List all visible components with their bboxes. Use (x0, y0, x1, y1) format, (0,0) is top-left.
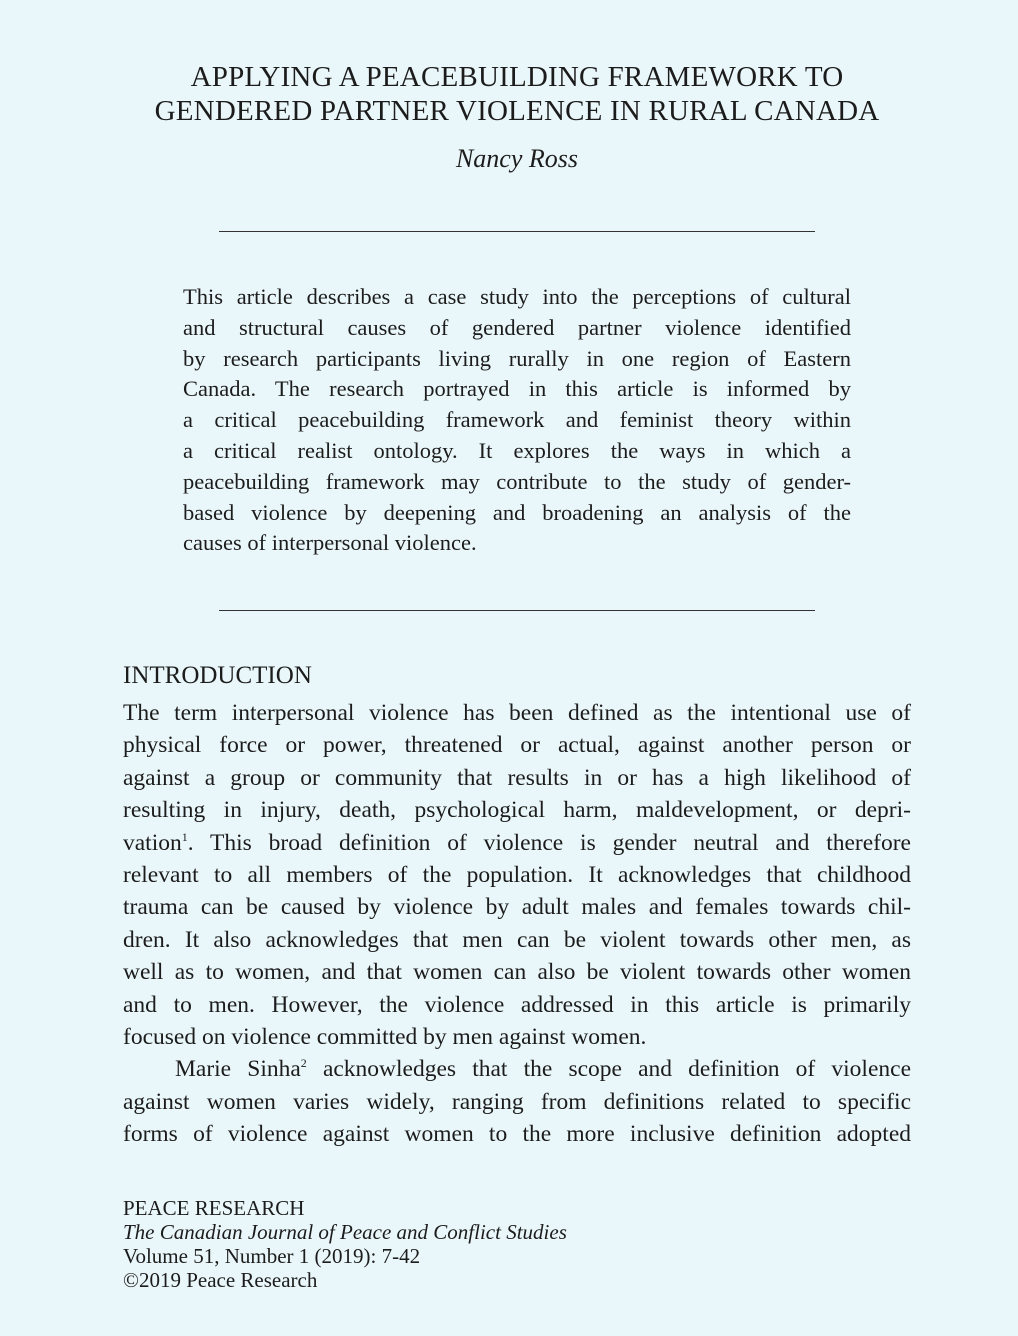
bottom-divider (219, 610, 815, 611)
body-line: physical force or power, threatened or actual, against another person or (123, 732, 911, 759)
body-text-fragment: vation (123, 829, 182, 856)
body-line: relevant to all members of the population. It acknowledges that childhood (123, 862, 911, 889)
abstract (183, 282, 851, 559)
top-divider (219, 231, 815, 232)
body-line: well as to women, and that women can also be violent towards other women (123, 959, 911, 986)
body-line: trauma can be caused by violence by adult males and females towards chil- (123, 894, 911, 921)
body-line (123, 827, 911, 859)
section-heading-introduction: INTRODUCTION (123, 662, 312, 689)
body-line: dren. It also acknowledges that men can be violent towards other men, as (123, 926, 911, 953)
author-name: Nancy Ross (455, 144, 579, 173)
footnote-ref-1[interactable]: 1 (181, 829, 188, 844)
journal-volume: Volume 51, Number 1 (2019): 7-42 (123, 1244, 421, 1268)
journal-subtitle: The Canadian Journal of Peace and Conflict Studies (123, 1220, 567, 1244)
body-line: focused on violence committed by men against women. (123, 1024, 647, 1051)
abstract-line: a critical realist ontology. It explores the ways in which a (183, 437, 851, 463)
abstract-line: based violence by deepening and broadening an analysis of the (183, 499, 851, 525)
body-line: against women varies widely, ranging from definitions related to specific (123, 1088, 911, 1115)
article-title (80, 60, 954, 128)
abstract-line: by research participants living rurally in one region of Eastern (183, 345, 851, 371)
journal-footer (123, 1196, 567, 1292)
body-text-fragment: . This broad definition of violence is gender neutral and therefore (187, 829, 911, 856)
abstract-line: peacebuilding framework may contribute to the study of gender- (183, 468, 851, 494)
introduction-body (123, 697, 911, 1151)
abstract-line: and structural causes of gendered partner violence identified (183, 314, 851, 340)
body-text-fragment: Marie Sinha (175, 1056, 301, 1083)
title-line-2: GENDERED PARTNER VIOLENCE IN RURAL CANADA (154, 95, 880, 127)
journal-copyright: ©2019 Peace Research (123, 1268, 318, 1292)
body-text-fragment: acknowledges that the scope and definition of violence (306, 1056, 911, 1083)
journal-name: PEACE RESEARCH (123, 1196, 305, 1220)
abstract-line: Canada. The research portrayed in this article is informed by (183, 376, 851, 402)
body-line (123, 1053, 911, 1085)
abstract-line: a critical peacebuilding framework and feminist theory within (183, 407, 851, 433)
title-line-1: APPLYING A PEACEBUILDING FRAMEWORK TO (190, 61, 844, 93)
body-line: The term interpersonal violence has been defined as the intentional use of (123, 700, 911, 726)
abstract-line: causes of interpersonal violence. (183, 530, 477, 556)
footnote-ref-2[interactable]: 2 (300, 1056, 307, 1071)
body-line: and to men. However, the violence addressed in this article is primarily (123, 991, 911, 1018)
body-line: resulting in injury, death, psychological harm, maldevelopment, or depri- (123, 797, 911, 824)
body-line: forms of violence against women to the more inclusive definition adopted (123, 1121, 911, 1148)
abstract-line: This article describes a case study into the perceptions of cultural (183, 284, 851, 309)
body-line: against a group or community that results in or has a high likelihood of (123, 764, 911, 791)
